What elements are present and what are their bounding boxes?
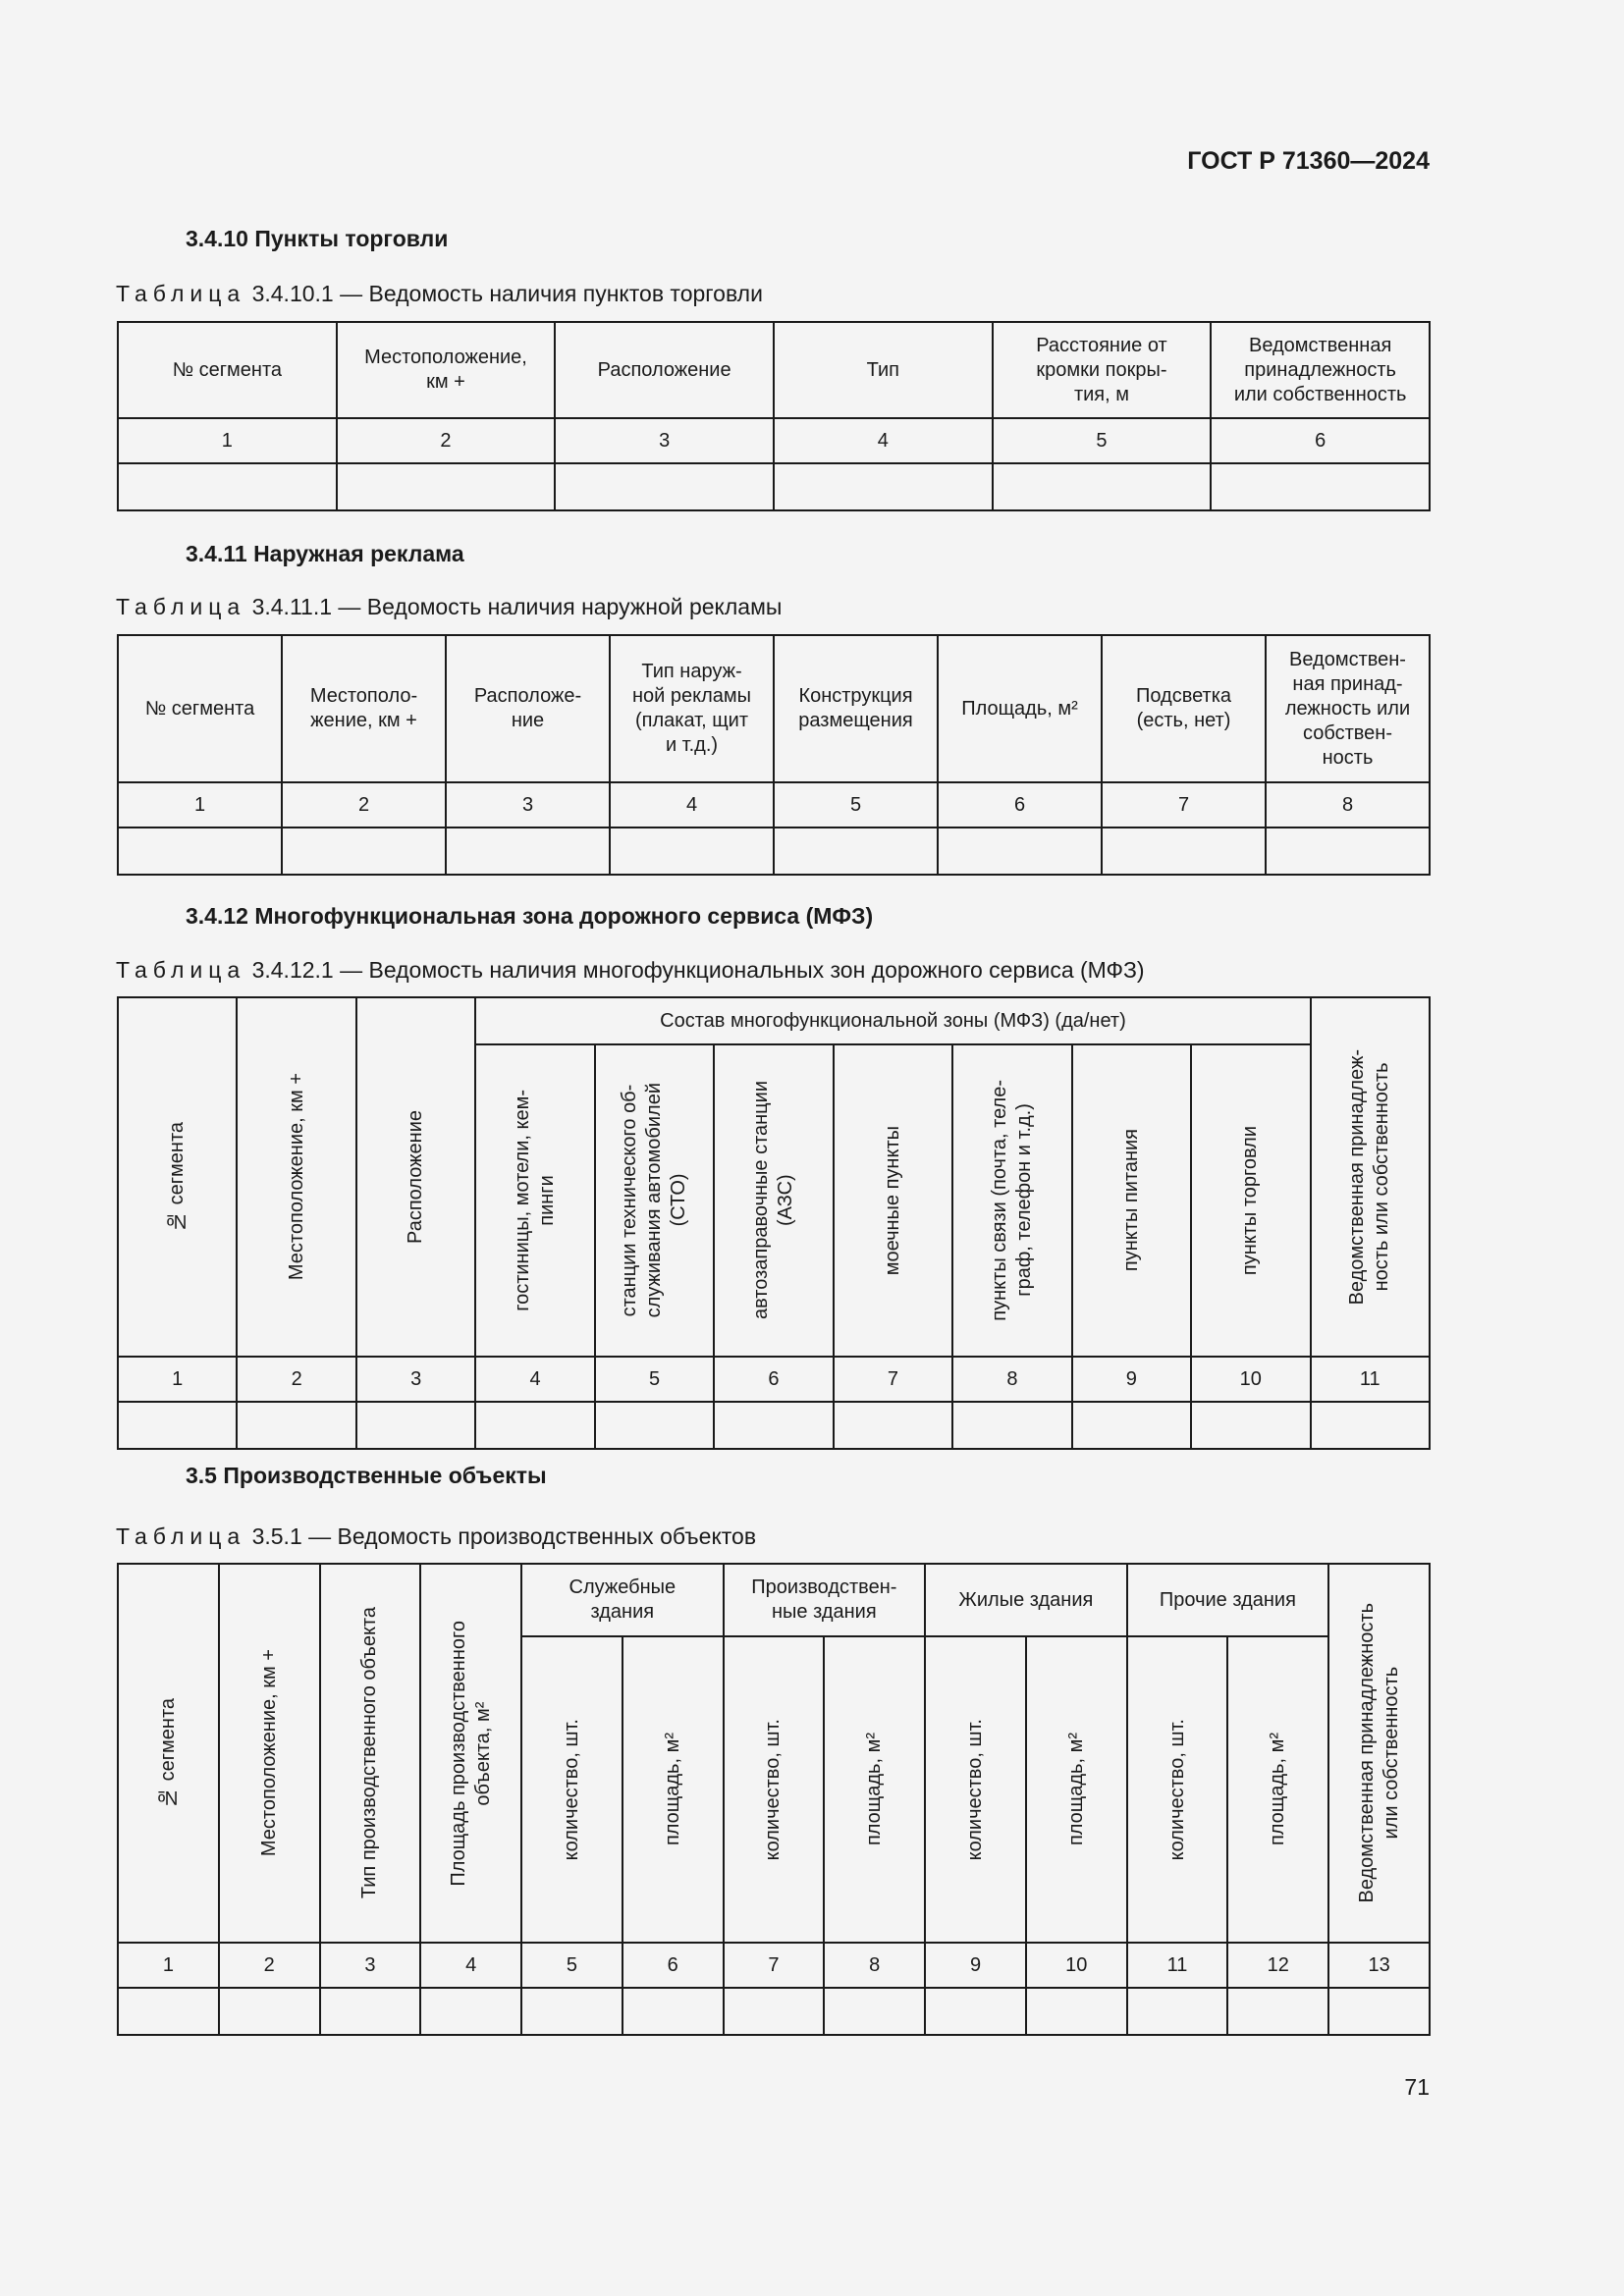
document-code: ГОСТ Р 71360—2024	[1187, 147, 1430, 175]
empty-cell	[993, 463, 1212, 510]
group-header-cell: Состав многофункциональной зоны (МФЗ) (да/нет)	[475, 997, 1310, 1044]
group-header-cell: Служебные здания	[521, 1564, 724, 1636]
table-number-row	[118, 1943, 1430, 1988]
column-number: 7	[834, 1357, 952, 1402]
table-number-row	[118, 782, 1430, 828]
empty-cell	[595, 1402, 714, 1449]
page-number: 71	[1404, 2074, 1430, 2100]
header-cell: Тип производственного объекта	[320, 1564, 421, 1943]
header-cell: Местоположение, км +	[237, 997, 355, 1357]
subheader-cell: количество, шт.	[925, 1636, 1026, 1943]
table-empty-row	[118, 463, 1430, 510]
empty-cell	[356, 1402, 475, 1449]
column-number: 4	[475, 1357, 594, 1402]
subheader-cell: количество, шт.	[724, 1636, 825, 1943]
empty-cell	[475, 1402, 594, 1449]
header-cell: Тип	[774, 322, 993, 418]
header-cell: Конструкция размещения	[774, 635, 938, 782]
column-number: 2	[219, 1943, 320, 1988]
column-number: 10	[1191, 1357, 1310, 1402]
column-number: 5	[595, 1357, 714, 1402]
subheader-cell: автозаправочные станции (АЗС)	[714, 1044, 833, 1357]
empty-cell	[118, 828, 282, 875]
column-number: 4	[420, 1943, 521, 1988]
subheader-cell: пункты связи (почта, теле- граф, телефон и т.д.)	[952, 1044, 1071, 1357]
column-number: 13	[1328, 1943, 1430, 1988]
column-number: 11	[1311, 1357, 1430, 1402]
empty-cell	[282, 828, 446, 875]
column-number: 6	[1211, 418, 1430, 463]
table-multifunctional-zones	[117, 996, 1431, 1450]
empty-cell	[1328, 1988, 1430, 2035]
table-caption-3-5-1: Таблица 3.5.1 — Ведомость производственных объектов	[116, 1523, 757, 1549]
empty-cell	[834, 1402, 952, 1449]
empty-cell	[446, 828, 610, 875]
section-heading-3-5: 3.5 Производственные объекты	[186, 1463, 547, 1488]
subheader-cell: пункты питания	[1072, 1044, 1191, 1357]
empty-cell	[420, 1988, 521, 2035]
empty-cell	[724, 1988, 825, 2035]
column-number: 6	[938, 782, 1102, 828]
table-number-row	[118, 418, 1430, 463]
table-header-row	[118, 322, 1430, 418]
header-cell: Подсветка (есть, нет)	[1102, 635, 1266, 782]
column-number: 2	[282, 782, 446, 828]
empty-cell	[1227, 1988, 1328, 2035]
empty-cell	[1127, 1988, 1228, 2035]
empty-cell	[938, 828, 1102, 875]
column-number: 3	[356, 1357, 475, 1402]
empty-cell	[952, 1402, 1071, 1449]
empty-cell	[1311, 1402, 1430, 1449]
table-caption-3-4-12-1: Таблица 3.4.12.1 — Ведомость наличия многофункциональных зон дорожного сервиса (МФЗ)	[116, 957, 1145, 983]
header-cell: Ведомственная принадлежность или собственность	[1328, 1564, 1430, 1943]
column-number: 5	[521, 1943, 623, 1988]
header-cell: Местоположение, км +	[219, 1564, 320, 1943]
column-number: 3	[446, 782, 610, 828]
header-cell: Ведомственная принадлеж- ность или собственность	[1311, 997, 1430, 1357]
group-header-cell: Прочие здания	[1127, 1564, 1329, 1636]
column-number: 5	[774, 782, 938, 828]
column-number: 9	[925, 1943, 1026, 1988]
column-number: 10	[1026, 1943, 1127, 1988]
group-header-cell: Жилые здания	[925, 1564, 1127, 1636]
column-number: 1	[118, 782, 282, 828]
column-number: 4	[774, 418, 993, 463]
column-number: 1	[118, 1943, 219, 1988]
empty-cell	[237, 1402, 355, 1449]
column-number: 7	[1102, 782, 1266, 828]
section-heading-3-4-12: 3.4.12 Многофункциональная зона дорожного сервиса (МФЗ)	[186, 903, 874, 929]
table-outdoor-advertising	[117, 634, 1431, 876]
column-number: 7	[724, 1943, 825, 1988]
column-number: 8	[824, 1943, 925, 1988]
column-number: 6	[714, 1357, 833, 1402]
section-heading-3-4-10: 3.4.10 Пункты торговли	[186, 226, 449, 251]
column-number: 12	[1227, 1943, 1328, 1988]
subheader-cell: пункты торговли	[1191, 1044, 1310, 1357]
column-number: 1	[118, 1357, 237, 1402]
header-cell: Местополо- жение, км +	[282, 635, 446, 782]
column-number: 8	[1266, 782, 1430, 828]
empty-cell	[623, 1988, 724, 2035]
column-number: 3	[555, 418, 774, 463]
table-header-row	[118, 1564, 1430, 1636]
table-production-objects	[117, 1563, 1431, 2036]
table-number-row	[118, 1357, 1430, 1402]
group-header-cell: Производствен- ные здания	[724, 1564, 926, 1636]
header-cell: Местоположение, км +	[337, 322, 556, 418]
header-cell: Расстояние от кромки покры- тия, м	[993, 322, 1212, 418]
subheader-cell: моечные пункты	[834, 1044, 952, 1357]
table-empty-row	[118, 828, 1430, 875]
table-caption-3-4-11-1: Таблица 3.4.11.1 — Ведомость наличия наружной рекламы	[116, 594, 783, 619]
empty-cell	[219, 1988, 320, 2035]
empty-cell	[337, 463, 556, 510]
column-number: 9	[1072, 1357, 1191, 1402]
empty-cell	[824, 1988, 925, 2035]
empty-cell	[714, 1402, 833, 1449]
subheader-cell: площадь, м²	[623, 1636, 724, 1943]
subheader-cell: количество, шт.	[521, 1636, 623, 1943]
header-cell: № сегмента	[118, 997, 237, 1357]
empty-cell	[320, 1988, 421, 2035]
header-cell: Ведомственная принадлежность или собственность	[1211, 322, 1430, 418]
empty-cell	[774, 828, 938, 875]
header-cell: № сегмента	[118, 1564, 219, 1943]
subheader-cell: станции технического об- служивания автомобилей (СТО)	[595, 1044, 714, 1357]
subheader-cell: количество, шт.	[1127, 1636, 1228, 1943]
empty-cell	[774, 463, 993, 510]
empty-cell	[1191, 1402, 1310, 1449]
empty-cell	[555, 463, 774, 510]
empty-cell	[610, 828, 774, 875]
empty-cell	[1026, 1988, 1127, 2035]
table-empty-row	[118, 1402, 1430, 1449]
column-number: 3	[320, 1943, 421, 1988]
empty-cell	[1266, 828, 1430, 875]
table-header-row	[118, 635, 1430, 782]
header-cell: № сегмента	[118, 635, 282, 782]
header-cell: № сегмента	[118, 322, 337, 418]
column-number: 8	[952, 1357, 1071, 1402]
empty-cell	[925, 1988, 1026, 2035]
section-heading-3-4-11: 3.4.11 Наружная реклама	[186, 541, 464, 566]
column-number: 6	[623, 1943, 724, 1988]
table-empty-row	[118, 1988, 1430, 2035]
empty-cell	[1211, 463, 1430, 510]
header-cell: Тип наруж- ной рекламы (плакат, щит и т.д.)	[610, 635, 774, 782]
header-cell: Площадь, м²	[938, 635, 1102, 782]
header-cell: Ведомствен- ная принад- лежность или собствен- ность	[1266, 635, 1430, 782]
table-trade-points	[117, 321, 1431, 511]
empty-cell	[118, 1988, 219, 2035]
subheader-cell: площадь, м²	[1227, 1636, 1328, 1943]
header-cell: Расположение	[356, 997, 475, 1357]
header-cell: Расположе- ние	[446, 635, 610, 782]
column-number: 11	[1127, 1943, 1228, 1988]
column-number: 4	[610, 782, 774, 828]
empty-cell	[521, 1988, 623, 2035]
column-number: 2	[237, 1357, 355, 1402]
empty-cell	[118, 463, 337, 510]
table-caption-3-4-10-1: Таблица 3.4.10.1 — Ведомость наличия пунктов торговли	[116, 281, 763, 306]
header-cell: Расположение	[555, 322, 774, 418]
column-number: 2	[337, 418, 556, 463]
subheader-cell: гостиницы, мотели, кем- пинги	[475, 1044, 594, 1357]
header-cell: Площадь производственного объекта, м²	[420, 1564, 521, 1943]
column-number: 5	[993, 418, 1212, 463]
empty-cell	[1072, 1402, 1191, 1449]
column-number: 1	[118, 418, 337, 463]
subheader-cell: площадь, м²	[1026, 1636, 1127, 1943]
subheader-cell: площадь, м²	[824, 1636, 925, 1943]
empty-cell	[1102, 828, 1266, 875]
table-header-row	[118, 997, 1430, 1044]
empty-cell	[118, 1402, 237, 1449]
